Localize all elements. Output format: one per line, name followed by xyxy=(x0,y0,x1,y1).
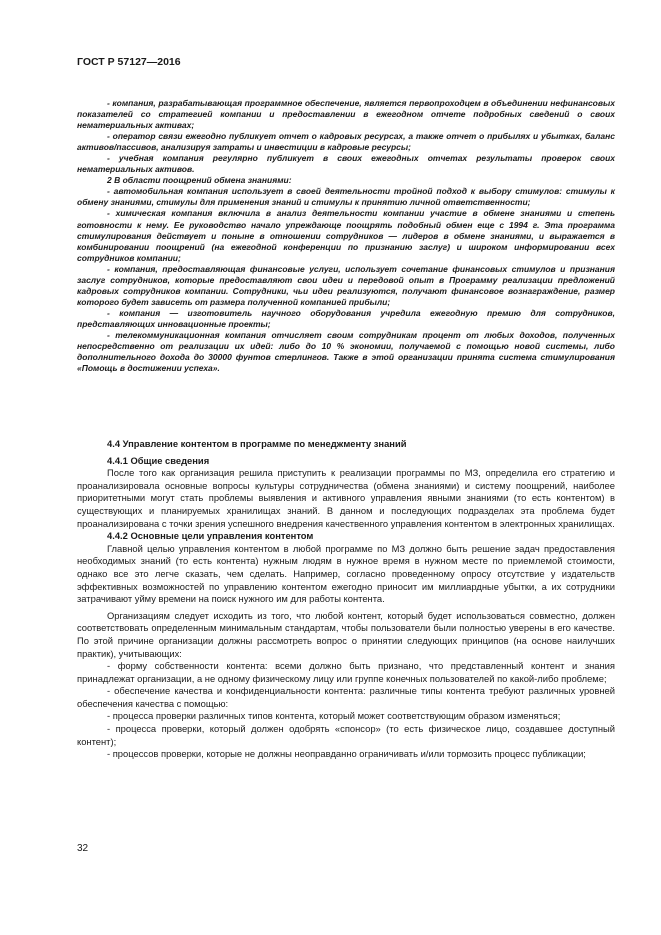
example-item: - компания — изготовитель научного оборудования учредила ежегодную премию для сотрудников, представляющих инновационные проекты; xyxy=(77,307,615,329)
example-item: - телекоммуникационная компания отчисляет своим сотрудникам процент от любых доходов, полученных непосредственно от реализации их идей: либо до 10 % экономии, получаемой с помощью новой системы, либо дополнительного дохода до 30000 фунтов стерлингов. Также в этой организации принята система стимулирования «Помощь в достижении успеха». xyxy=(77,329,615,374)
page-number: 32 xyxy=(77,843,89,854)
example-item: - компания, предоставляющая финансовые услуги, использует сочетание финансовых стимулов и признания заслуг сотрудников, которые предоставляют свои идеи и передовой опыт в Программу реализации предложений кадровых сотрудников компании. Сотрудники, чьи идеи реализуются, получают финансовое вознаграждение, размер которого будет зависеть от размера полученной компанией прибыли; xyxy=(77,263,615,307)
example-subheading: 2 В области поощрений обмена знаниями: xyxy=(107,175,292,186)
section-4-4 xyxy=(77,438,615,761)
example-item: - компания, разрабатывающая программное обеспечение, является первопроходцем в объединении нефинансовых показателей со стратегией компании и предоставлении в ежегодном отчете подробных сведений о своих нематериальных активах; xyxy=(77,98,615,131)
list-item: - форму собственности контента: всеми должно быть признано, что представленный контент и знания принадлежат организации, а не одному физическому лицу или группе конечных пользователей по какой-либо проблеме; xyxy=(77,660,615,684)
list-item: - процесса проверки различных типов контента, который может соответствующим образом изменяться; xyxy=(107,710,561,722)
paragraph: Организациям следует исходить из того, что любой контент, который будет использоваться совместно, должен соответствовать определенным минимальным стандартам, чтобы пользователи были полностью уверены в его качестве. По этой причине организации должны рассмотреть вопрос о принятии следующих принципов (на основе наилучших практик), учитывающих: xyxy=(77,609,615,659)
paragraph: Главной целью управления контентом в любой программе по МЗ должно быть решение задач предоставления необходимых знаний (то есть контента) нужным людям в нужное время в нужном месте по приемлемой стоимости, однако все это легче сказать, чем сделать. Например, согласно проведенному опросу отсутствие у издательств эффективных возможностей по управлению контентом ежегодно приносит им миллиардные убытки, а их сотрудники затрачивают уйму времени на поиск нужного им для работы контента. xyxy=(77,542,615,605)
example-item: - химическая компания включила в анализ деятельности компании участие в обмене знаниями и степень готовности к нему. Ее руководство начало упреждающе поощрять подобный обмен еще с 1994 г. Эта программа стимулирования действует и поныне в отношении сотрудников — лидеров в обмене знаниями, и выражается в комбинировании поощрений (на ежегодной конференции по признанию заслуг) и широком информировании всех сотрудников компании; xyxy=(77,208,615,263)
example-item: - оператор связи ежегодно публикует отчет о кадровых ресурсах, а также отчет о прибылях и убытках, баланс активов/пассивов, анализируя затраты и инвестиции в кадровые ресурсы; xyxy=(77,131,615,153)
section-heading: 4.4 Управление контентом в программе по менеджменту знаний xyxy=(107,438,407,449)
examples-block xyxy=(77,98,615,374)
paragraph: После того как организация решила приступить к реализации программы по МЗ, определила его стратегию и проанализировала основные вопросы культуры сотрудничества (обмена знаниями) и систему поощрений, наиболее приоритетными могут стать проблемы выявления и активного управления явными знаниями (то есть контентом) в существующих и планируемых хранилищах знаний. В данном и последующих подразделах эта проблема будет проанализирована с точки зрения успешного внедрения качественного управления контентом в электронных хранилищах. xyxy=(77,467,615,529)
subsection-heading: 4.4.1 Общие сведения xyxy=(107,454,210,466)
standard-number: ГОСТ Р 57127—2016 xyxy=(77,56,181,68)
list-item: - обеспечение качества и конфиденциальности контента: различные типы контента требуют различных уровней обеспечения качества с помощью: xyxy=(77,685,615,709)
example-item: - учебная компания регулярно публикует в своих ежегодных отчетах результаты проверок своих нематериальных активов. xyxy=(77,153,615,175)
example-item: - автомобильная компания использует в своей деятельности тройной подход к выбору стимулов: стимулы к обмену знаниями, стимулы для применения знаний и стимулы к принятию личной ответственности; xyxy=(77,186,615,208)
list-item: - процессов проверки, которые не должны неоправданно ограничивать и/или тормозить процесс публикации; xyxy=(107,748,586,760)
subsection-heading: 4.4.2 Основные цели управления контентом xyxy=(107,530,314,542)
list-item: - процесса проверки, который должен одобрять «спонсор» (то есть физическое лицо, создавшее доступный контент); xyxy=(77,723,615,747)
